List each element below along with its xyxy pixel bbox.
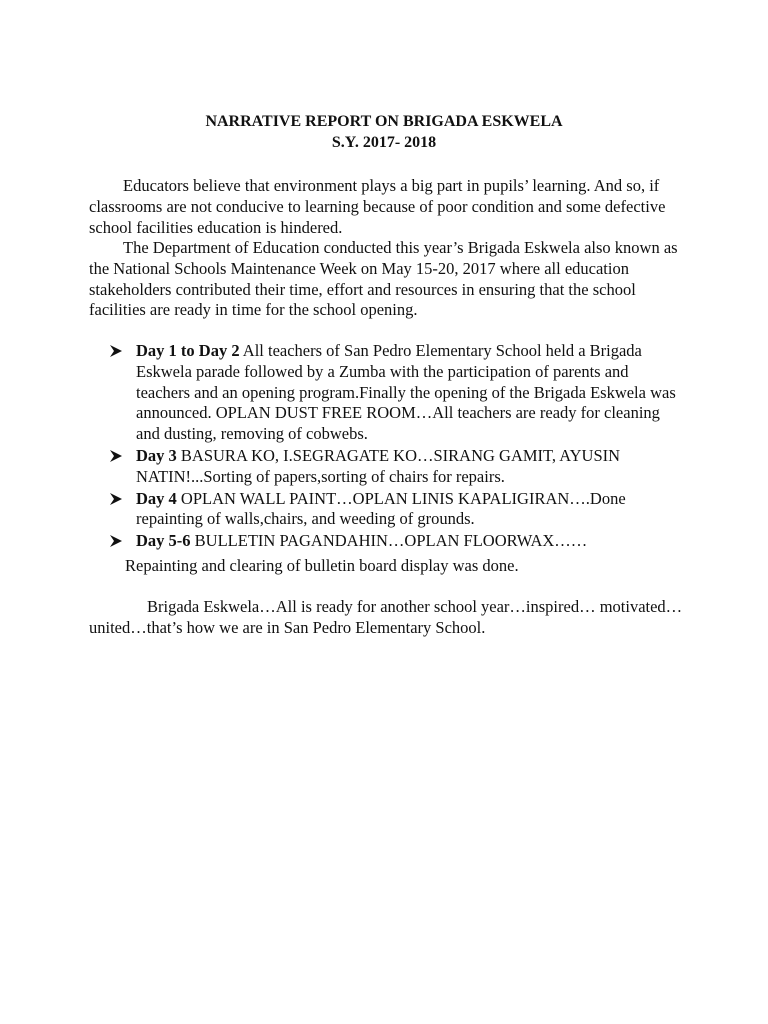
list-item: [110, 489, 680, 531]
intro-paragraph: [89, 176, 689, 238]
day-label: Day 5-6: [136, 531, 191, 551]
item-text: BULLETIN PAGANDAHIN…OPLAN FLOORWAX……: [190, 531, 588, 551]
arrowhead-bullet-icon: [110, 341, 130, 357]
list-item: [110, 341, 680, 445]
list-item: [110, 446, 680, 488]
day-label: Day 1 to Day 2: [136, 341, 240, 360]
arrowhead-bullet-icon: [110, 489, 130, 505]
closing-paragraph-text: Brigada Eskwela…All is ready for another school year…inspired… motivated…united…that’s how we are in San Pedro Elementary School.: [89, 597, 683, 637]
deped-paragraph-text: The Department of Education conducted this year’s Brigada Eskwela also known as the National Schools Maintenance Week on May 15-20, 2017 where all education stakeholders contributed their time, effort and resources in ensuring that the school facilities are ready in time for the school opening.: [89, 238, 678, 320]
report-title: NARRATIVE REPORT ON BRIGADA ESKWELA: [205, 113, 563, 130]
item4-continuation: Repainting and clearing of bulletin board display was done.: [125, 556, 519, 575]
item-text: OPLAN WALL PAINT…OPLAN LINIS KAPALIGIRAN….Done repainting of walls,chairs, and weeding of grounds.: [136, 488, 626, 529]
intro-paragraph-text: Educators believe that environment plays a big part in pupils’ learning. And so, if classrooms are not conducive to learning because of poor condition and some defective school facilities education is hindered.: [89, 176, 666, 237]
day-label: Day 4: [136, 488, 177, 508]
closing-paragraph: [89, 596, 689, 638]
item-text: All teachers of San Pedro Elementary School held a Brigada Eskwela parade followed by a Zumba with the participation of parents and teachers and an opening program.Finally the opening of the Brigada Eskwela was announced. OPLAN DUST FREE ROOM…All teachers are ready for cleaning and dusting, removing of cobwebs.: [136, 341, 676, 444]
arrowhead-bullet-icon: [110, 531, 130, 547]
list-item: [110, 531, 680, 552]
day-label: Day 3: [136, 445, 177, 465]
arrowhead-bullet-icon: [110, 446, 130, 462]
deped-paragraph: [89, 238, 689, 321]
school-year: S.Y. 2017- 2018: [331, 134, 437, 151]
activity-list: [110, 341, 680, 553]
item-text: BASURA KO, I.SEGRAGATE KO…SIRANG GAMIT, AYUSIN NATIN!...Sorting of papers,sorting of chairs for repairs.: [136, 445, 621, 486]
